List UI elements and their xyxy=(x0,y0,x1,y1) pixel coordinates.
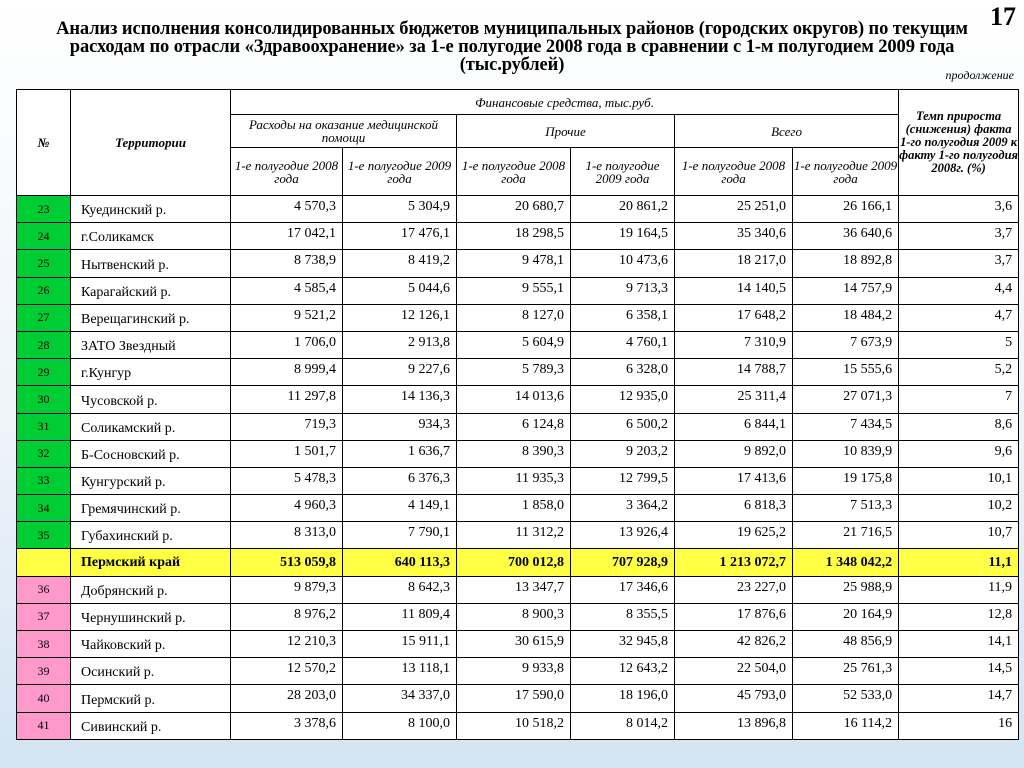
total-2008-value: 45 793,0 xyxy=(675,685,793,712)
growth-rate-value: 14,7 xyxy=(899,685,1019,712)
table-row xyxy=(17,712,1019,739)
territory-name: Куединский р. xyxy=(71,196,231,223)
table-row xyxy=(17,631,1019,658)
table-row xyxy=(17,495,1019,522)
medical-2008-value: 17 042,1 xyxy=(231,223,343,250)
header-financial-means: Финансовые средства, тыс.руб. xyxy=(231,90,899,115)
total-2008-value: 7 310,9 xyxy=(675,331,793,358)
other-2008-value: 14 013,6 xyxy=(457,386,571,413)
territory-name: Осинский р. xyxy=(71,658,231,685)
other-2008-value: 8 900,3 xyxy=(457,603,571,630)
header-other-2008: 1-е полугодие 2008 года xyxy=(457,148,571,196)
medical-2008-value: 3 378,6 xyxy=(231,712,343,739)
row-number: 38 xyxy=(17,631,71,658)
table-row xyxy=(17,386,1019,413)
other-2008-value: 18 298,5 xyxy=(457,223,571,250)
territory-name: Чернушинский р. xyxy=(71,603,231,630)
medical-2008-value: 1 501,7 xyxy=(231,440,343,467)
row-number xyxy=(17,549,71,576)
medical-2009-value: 4 149,1 xyxy=(343,495,457,522)
total-2008-value: 23 227,0 xyxy=(675,576,793,603)
total-2009-value: 18 484,2 xyxy=(793,304,899,331)
total-2009-value: 7 513,3 xyxy=(793,495,899,522)
table-row xyxy=(17,658,1019,685)
total-2008-value: 19 625,2 xyxy=(675,522,793,549)
medical-2008-value: 4 585,4 xyxy=(231,277,343,304)
total-2008-value: 6 844,1 xyxy=(675,413,793,440)
other-2009-value: 13 926,4 xyxy=(571,522,675,549)
total-2008-value: 42 826,2 xyxy=(675,631,793,658)
other-2008-value: 13 347,7 xyxy=(457,576,571,603)
row-number: 34 xyxy=(17,495,71,522)
row-number: 27 xyxy=(17,304,71,331)
other-2009-value: 12 643,2 xyxy=(571,658,675,685)
medical-2009-value: 2 913,8 xyxy=(343,331,457,358)
medical-2009-value: 5 304,9 xyxy=(343,196,457,223)
title-line-1: Анализ исполнения консолидированных бюджетов муниципальных районов (городских округов) по текущим xyxy=(56,19,968,39)
table-row xyxy=(17,413,1019,440)
medical-2008-value: 719,3 xyxy=(231,413,343,440)
total-2008-value: 9 892,0 xyxy=(675,440,793,467)
total-2009-value: 1 348 042,2 xyxy=(793,549,899,576)
summary-row xyxy=(17,549,1019,576)
total-2008-value: 14 140,5 xyxy=(675,277,793,304)
medical-2008-value: 513 059,8 xyxy=(231,549,343,576)
territory-name: Добрянский р. xyxy=(71,576,231,603)
medical-2009-value: 640 113,3 xyxy=(343,549,457,576)
medical-2008-value: 4 570,3 xyxy=(231,196,343,223)
total-2008-value: 17 648,2 xyxy=(675,304,793,331)
growth-rate-value: 10,2 xyxy=(899,495,1019,522)
other-2008-value: 5 604,9 xyxy=(457,331,571,358)
territory-name: Б-Сосновский р. xyxy=(71,440,231,467)
medical-2009-value: 15 911,1 xyxy=(343,631,457,658)
growth-rate-value: 4,7 xyxy=(899,304,1019,331)
table-row xyxy=(17,331,1019,358)
medical-2008-value: 12 210,3 xyxy=(231,631,343,658)
total-2009-value: 26 166,1 xyxy=(793,196,899,223)
medical-2008-value: 8 999,4 xyxy=(231,359,343,386)
total-2009-value: 18 892,8 xyxy=(793,250,899,277)
other-2009-value: 9 713,3 xyxy=(571,277,675,304)
other-2008-value: 1 858,0 xyxy=(457,495,571,522)
header-number: № xyxy=(17,90,71,196)
total-2008-value: 17 413,6 xyxy=(675,467,793,494)
row-number: 41 xyxy=(17,712,71,739)
header-medical-2009: 1-е полугодие 2009 года xyxy=(343,148,457,196)
total-2009-value: 21 716,5 xyxy=(793,522,899,549)
row-number: 35 xyxy=(17,522,71,549)
total-2009-value: 52 533,0 xyxy=(793,685,899,712)
growth-rate-value: 11,9 xyxy=(899,576,1019,603)
total-2008-value: 18 217,0 xyxy=(675,250,793,277)
medical-2008-value: 28 203,0 xyxy=(231,685,343,712)
medical-2008-value: 12 570,2 xyxy=(231,658,343,685)
total-2009-value: 36 640,6 xyxy=(793,223,899,250)
table-row xyxy=(17,359,1019,386)
total-2009-value: 27 071,3 xyxy=(793,386,899,413)
total-2009-value: 16 114,2 xyxy=(793,712,899,739)
other-2009-value: 6 500,2 xyxy=(571,413,675,440)
territory-name: Чайковский р. xyxy=(71,631,231,658)
other-2009-value: 32 945,8 xyxy=(571,631,675,658)
total-2009-value: 10 839,9 xyxy=(793,440,899,467)
other-2008-value: 9 933,8 xyxy=(457,658,571,685)
other-2008-value: 9 478,1 xyxy=(457,250,571,277)
other-2009-value: 10 473,6 xyxy=(571,250,675,277)
medical-2009-value: 8 419,2 xyxy=(343,250,457,277)
row-number: 37 xyxy=(17,603,71,630)
other-2009-value: 4 760,1 xyxy=(571,331,675,358)
medical-2008-value: 9 521,2 xyxy=(231,304,343,331)
medical-2009-value: 9 227,6 xyxy=(343,359,457,386)
table-row xyxy=(17,685,1019,712)
other-2009-value: 6 328,0 xyxy=(571,359,675,386)
medical-2009-value: 5 044,6 xyxy=(343,277,457,304)
medical-2008-value: 8 313,0 xyxy=(231,522,343,549)
territory-name: Губахинский р. xyxy=(71,522,231,549)
growth-rate-value: 14,5 xyxy=(899,658,1019,685)
table-row xyxy=(17,440,1019,467)
row-number: 30 xyxy=(17,386,71,413)
other-2008-value: 30 615,9 xyxy=(457,631,571,658)
other-2008-value: 5 789,3 xyxy=(457,359,571,386)
growth-rate-value: 5 xyxy=(899,331,1019,358)
total-2008-value: 1 213 072,7 xyxy=(675,549,793,576)
other-2008-value: 700 012,8 xyxy=(457,549,571,576)
medical-2008-value: 11 297,8 xyxy=(231,386,343,413)
total-2008-value: 17 876,6 xyxy=(675,603,793,630)
medical-2009-value: 1 636,7 xyxy=(343,440,457,467)
growth-rate-value: 7 xyxy=(899,386,1019,413)
medical-2009-value: 34 337,0 xyxy=(343,685,457,712)
medical-2009-value: 6 376,3 xyxy=(343,467,457,494)
table-row xyxy=(17,522,1019,549)
total-2008-value: 14 788,7 xyxy=(675,359,793,386)
other-2009-value: 8 014,2 xyxy=(571,712,675,739)
total-2008-value: 35 340,6 xyxy=(675,223,793,250)
medical-2008-value: 9 879,3 xyxy=(231,576,343,603)
total-2009-value: 19 175,8 xyxy=(793,467,899,494)
table-row xyxy=(17,304,1019,331)
other-2009-value: 3 364,2 xyxy=(571,495,675,522)
territory-name: г.Кунгур xyxy=(71,359,231,386)
other-2008-value: 17 590,0 xyxy=(457,685,571,712)
other-2008-value: 8 127,0 xyxy=(457,304,571,331)
header-other-2009: 1-е полугодие 2009 года xyxy=(571,148,675,196)
total-2009-value: 15 555,6 xyxy=(793,359,899,386)
other-2009-value: 707 928,9 xyxy=(571,549,675,576)
table-row xyxy=(17,576,1019,603)
medical-2009-value: 7 790,1 xyxy=(343,522,457,549)
growth-rate-value: 4,4 xyxy=(899,277,1019,304)
growth-rate-value: 3,6 xyxy=(899,196,1019,223)
medical-2009-value: 14 136,3 xyxy=(343,386,457,413)
medical-2008-value: 8 976,2 xyxy=(231,603,343,630)
territory-name: Чусовской р. xyxy=(71,386,231,413)
title-line-3: (тыс.рублей) xyxy=(459,55,565,75)
row-number: 36 xyxy=(17,576,71,603)
budget-table xyxy=(16,89,1019,740)
medical-2009-value: 17 476,1 xyxy=(343,223,457,250)
total-2009-value: 25 988,9 xyxy=(793,576,899,603)
row-number: 26 xyxy=(17,277,71,304)
other-2009-value: 18 196,0 xyxy=(571,685,675,712)
other-2009-value: 19 164,5 xyxy=(571,223,675,250)
territory-name: Верещагинский р. xyxy=(71,304,231,331)
other-2008-value: 8 390,3 xyxy=(457,440,571,467)
territory-name: Пермский р. xyxy=(71,685,231,712)
medical-2008-value: 1 706,0 xyxy=(231,331,343,358)
header-total-2008: 1-е полугодие 2008 года xyxy=(675,148,793,196)
growth-rate-value: 3,7 xyxy=(899,250,1019,277)
total-2009-value: 7 673,9 xyxy=(793,331,899,358)
territory-name: Пермский край xyxy=(71,549,231,576)
other-2008-value: 10 518,2 xyxy=(457,712,571,739)
other-2009-value: 17 346,6 xyxy=(571,576,675,603)
row-number: 24 xyxy=(17,223,71,250)
other-2009-value: 12 799,5 xyxy=(571,467,675,494)
continuation-note: продолжение xyxy=(945,68,1014,82)
medical-2009-value: 12 126,1 xyxy=(343,304,457,331)
total-2009-value: 25 761,3 xyxy=(793,658,899,685)
row-number: 33 xyxy=(17,467,71,494)
medical-2008-value: 8 738,9 xyxy=(231,250,343,277)
header-territory: Территории xyxy=(71,90,231,196)
territory-name: Кунгурский р. xyxy=(71,467,231,494)
growth-rate-value: 11,1 xyxy=(899,549,1019,576)
medical-2009-value: 11 809,4 xyxy=(343,603,457,630)
other-2009-value: 12 935,0 xyxy=(571,386,675,413)
territory-name: Соликамский р. xyxy=(71,413,231,440)
growth-rate-value: 14,1 xyxy=(899,631,1019,658)
total-2009-value: 48 856,9 xyxy=(793,631,899,658)
medical-2009-value: 934,3 xyxy=(343,413,457,440)
row-number: 25 xyxy=(17,250,71,277)
medical-2009-value: 8 100,0 xyxy=(343,712,457,739)
territory-name: Карагайский р. xyxy=(71,277,231,304)
total-2009-value: 7 434,5 xyxy=(793,413,899,440)
header-medical-2008: 1-е полугодие 2008 года xyxy=(231,148,343,196)
row-number: 28 xyxy=(17,331,71,358)
growth-rate-value: 16 xyxy=(899,712,1019,739)
medical-2009-value: 13 118,1 xyxy=(343,658,457,685)
row-number: 29 xyxy=(17,359,71,386)
total-2008-value: 13 896,8 xyxy=(675,712,793,739)
header-medical-care: Расходы на оказание медицинской помощи xyxy=(231,115,457,148)
table-row xyxy=(17,603,1019,630)
row-number: 23 xyxy=(17,196,71,223)
other-2009-value: 8 355,5 xyxy=(571,603,675,630)
table-row xyxy=(17,223,1019,250)
other-2008-value: 11 312,2 xyxy=(457,522,571,549)
row-number: 40 xyxy=(17,685,71,712)
other-2008-value: 6 124,8 xyxy=(457,413,571,440)
row-number: 31 xyxy=(17,413,71,440)
table-row xyxy=(17,250,1019,277)
total-2008-value: 25 251,0 xyxy=(675,196,793,223)
medical-2009-value: 8 642,3 xyxy=(343,576,457,603)
title-line-2: расходам по отрасли «Здравоохранение» за 1-е полугодие 2008 года в сравнении с 1-м полугодием 2009 года xyxy=(69,37,955,57)
total-2008-value: 22 504,0 xyxy=(675,658,793,685)
header-total: Всего xyxy=(675,115,899,148)
medical-2008-value: 4 960,3 xyxy=(231,495,343,522)
growth-rate-value: 9,6 xyxy=(899,440,1019,467)
table-body xyxy=(17,196,1019,740)
growth-rate-value: 10,1 xyxy=(899,467,1019,494)
other-2008-value: 9 555,1 xyxy=(457,277,571,304)
medical-2008-value: 5 478,3 xyxy=(231,467,343,494)
total-2009-value: 14 757,9 xyxy=(793,277,899,304)
territory-name: ЗАТО Звездный xyxy=(71,331,231,358)
other-2009-value: 20 861,2 xyxy=(571,196,675,223)
other-2008-value: 11 935,3 xyxy=(457,467,571,494)
growth-rate-value: 12,8 xyxy=(899,603,1019,630)
territory-name: Гремячинский р. xyxy=(71,495,231,522)
row-number: 32 xyxy=(17,440,71,467)
territory-name: Нытвенский р. xyxy=(71,250,231,277)
page-number: 17 xyxy=(990,2,1016,31)
growth-rate-value: 10,7 xyxy=(899,522,1019,549)
total-2008-value: 25 311,4 xyxy=(675,386,793,413)
other-2009-value: 9 203,2 xyxy=(571,440,675,467)
other-2008-value: 20 680,7 xyxy=(457,196,571,223)
header-growth-rate: Темп прироста (снижения) факта 1-го полугодия 2009 к факту 1-го полугодия 2008г. (%) xyxy=(899,90,1019,196)
growth-rate-value: 3,7 xyxy=(899,223,1019,250)
table-row xyxy=(17,467,1019,494)
table-row xyxy=(17,277,1019,304)
table-row xyxy=(17,196,1019,223)
territory-name: Сивинский р. xyxy=(71,712,231,739)
header-total-2009: 1-е полугодие 2009 года xyxy=(793,148,899,196)
header-other: Прочие xyxy=(457,115,675,148)
other-2009-value: 6 358,1 xyxy=(571,304,675,331)
territory-name: г.Соликамск xyxy=(71,223,231,250)
row-number: 39 xyxy=(17,658,71,685)
page-title xyxy=(0,20,1024,74)
total-2009-value: 20 164,9 xyxy=(793,603,899,630)
total-2008-value: 6 818,3 xyxy=(675,495,793,522)
growth-rate-value: 8,6 xyxy=(899,413,1019,440)
growth-rate-value: 5,2 xyxy=(899,359,1019,386)
